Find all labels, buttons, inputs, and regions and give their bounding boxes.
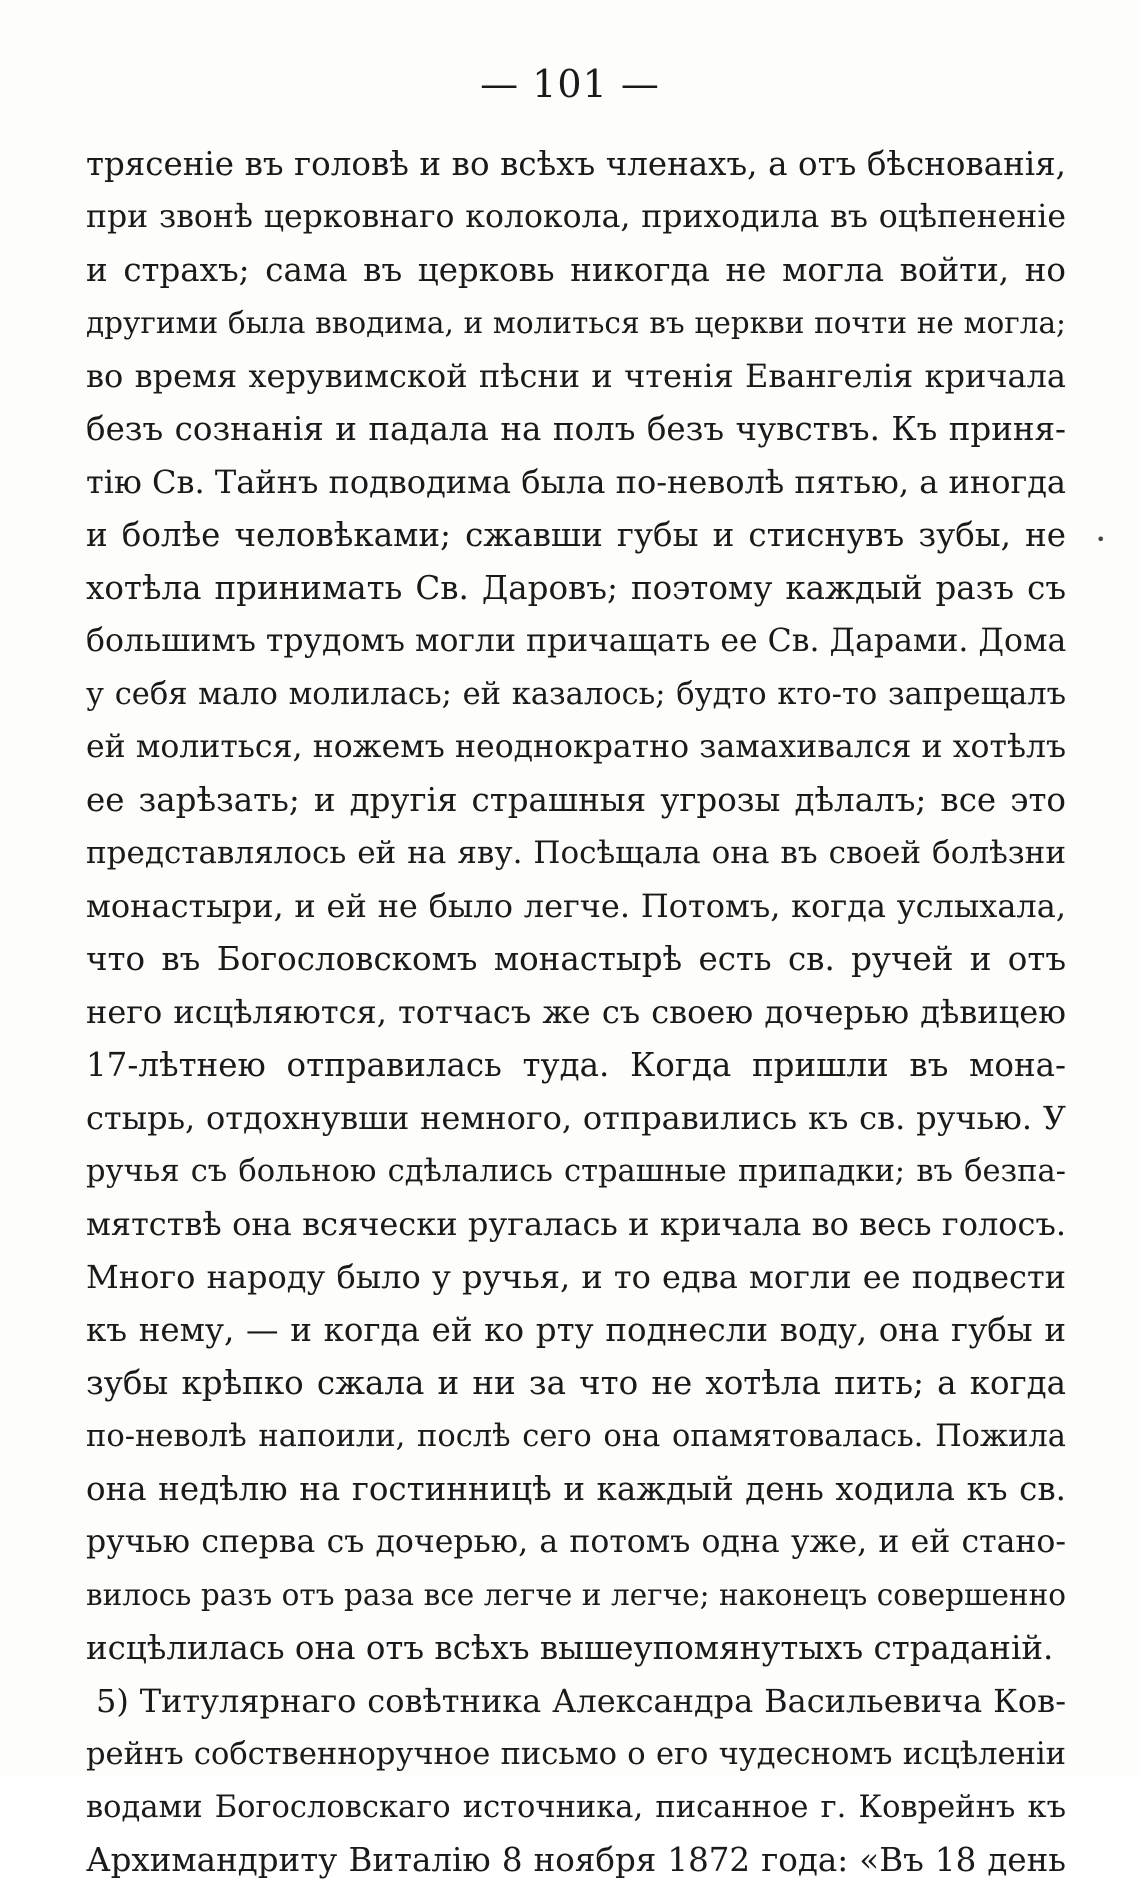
- text-line: тію Св. Тайнъ подводима была по-неволѣ пятью, а иногда: [86, 463, 1066, 501]
- text-line: къ нему, — и когда ей ко рту поднесли воду, она губы и: [86, 1311, 1066, 1349]
- text-line: рейнъ собственноручное письмо о его чудесномъ исцѣленіи: [86, 1737, 1066, 1772]
- text-line: безъ сознанія и падала на полъ безъ чувствъ. Къ приня-: [86, 410, 1066, 448]
- text-line: Архимандриту Виталію 8 ноября 1872 года: «Въ 18 день: [86, 1841, 1066, 1879]
- text-line: ручью сперва съ дочерью, а потомъ одна уже, и ей стано-: [86, 1524, 1066, 1560]
- text-line: при звонѣ церковнаго колокола, приходила въ оцѣпененіе: [86, 199, 1066, 235]
- text-line: ручья съ больною сдѣлались страшные припадки; въ безпа-: [86, 1154, 1066, 1189]
- text-line: представлялось ей на яву. Посѣщала она въ своей болѣзни: [86, 835, 1066, 871]
- text-line: 5) Титулярнаго совѣтника Александра Васильевича Ков-: [96, 1682, 1066, 1720]
- text-line: вилось разъ отъ раза все легче и легче; наконецъ совершенно: [86, 1578, 1066, 1612]
- text-line: мятствѣ она всячески ругалась и кричала во весь голосъ.: [86, 1205, 1066, 1243]
- text-line: что въ Богословскомъ монастырѣ есть св. ручей и отъ: [86, 940, 1066, 978]
- text-line: зубы крѣпко сжала и ни за что не хотѣла пить; а когда: [86, 1364, 1066, 1402]
- text-line: водами Богословскаго источника, писанное г. Коврейнъ къ: [86, 1790, 1066, 1825]
- text-line: ее зарѣзать; и другія страшныя угрозы дѣлалъ; все это: [86, 781, 1066, 819]
- print-speck-mark: •: [1096, 530, 1106, 549]
- text-line: Много народу было у ручья, и то едва могли ее подвести: [86, 1258, 1066, 1296]
- text-line: стырь, отдохнувши немного, отправились къ св. ручью. У: [86, 1099, 1066, 1137]
- text-line: 17-лѣтнею отправилась туда. Когда пришли въ мона-: [86, 1046, 1066, 1084]
- text-line: и болѣе человѣками; сжавши губы и стиснувъ зубы, не: [86, 516, 1066, 554]
- body-text: [86, 138, 1066, 1887]
- text-line: она недѣлю на гостинницѣ и каждый день ходила къ св.: [86, 1470, 1066, 1508]
- text-line: другими была вводима, и молиться въ церкви почти не могла;: [86, 306, 1066, 340]
- text-line: и страхъ; сама въ церковь никогда не могла войти, но: [86, 251, 1066, 289]
- page-number: — 101 —: [480, 62, 660, 106]
- text-line: него исцѣляются, тотчасъ же съ своею дочерью дѣвицею: [86, 993, 1066, 1031]
- text-line: по-неволѣ напоили, послѣ сего она опамятовалась. Пожила: [86, 1419, 1066, 1454]
- text-line: большимъ трудомъ могли причащать ее Св. Дарами. Дома: [86, 623, 1066, 659]
- text-line: монастыри, и ей не было легче. Потомъ, когда услыхала,: [86, 887, 1066, 925]
- text-line: во время херувимской пѣсни и чтенія Евангелія кричала: [86, 357, 1066, 395]
- text-line: ей молиться, ножемъ неоднократно замахивался и хотѣлъ: [86, 729, 1066, 765]
- text-line: исцѣлилась она отъ всѣхъ вышеупомянутыхъ страданій.: [86, 1629, 1054, 1667]
- text-line: трясеніе въ головѣ и во всѣхъ членахъ, а отъ бѣснованія,: [86, 145, 1066, 183]
- text-line: хотѣла принимать Св. Даровъ; поэтому каждый разъ съ: [86, 569, 1066, 607]
- text-line: у себя мало молилась; ей казалось; будто кто-то запрещалъ: [86, 677, 1066, 712]
